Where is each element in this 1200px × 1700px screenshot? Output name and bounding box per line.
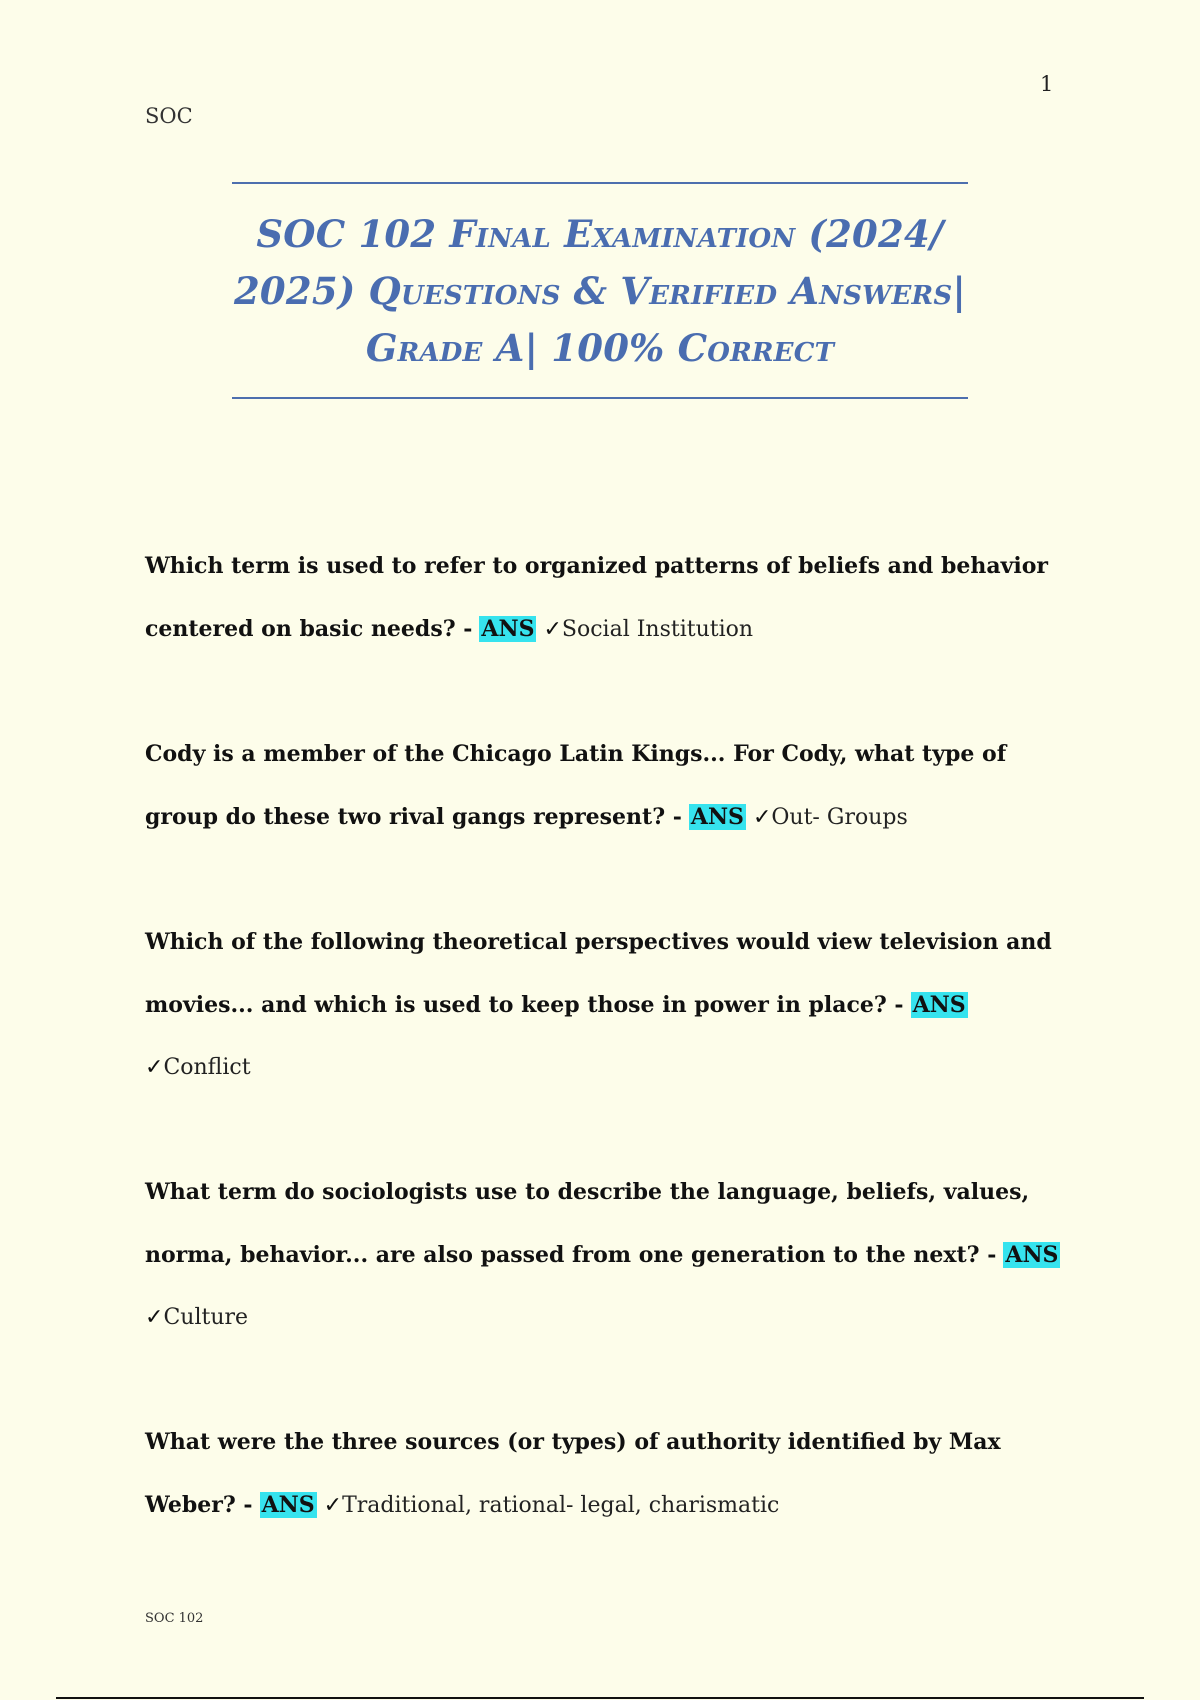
- qa-item-4: [145, 1161, 1065, 1349]
- checkmark-icon: ✓: [145, 1305, 164, 1330]
- question-text: What were the three sources (or types) of authority identified by Max Weber? -: [145, 1429, 1001, 1518]
- question-text: Which of the following theoretical perspectives would view television and movies... and which is used to keep those in power in place? -: [145, 929, 1052, 1018]
- footer-divider: [56, 1697, 1144, 1699]
- qa-item-3: [145, 911, 1065, 1099]
- answer-text: Out- Groups: [771, 805, 908, 830]
- qa-list: [145, 535, 1065, 1599]
- answer-text: Culture: [163, 1305, 249, 1330]
- checkmark-icon: ✓: [323, 1493, 343, 1518]
- running-header: SOC: [145, 104, 193, 128]
- ans-label: ANS: [690, 804, 744, 830]
- ans-label: ANS: [261, 1492, 315, 1518]
- answer-text: Traditional, rational- legal, charismatic: [342, 1493, 780, 1518]
- ans-label: ANS: [1005, 1242, 1059, 1268]
- ans-label: ANS: [912, 992, 966, 1018]
- question-text: What term do sociologists use to describe the language, beliefs, values, norma, behavior... are also passed from one generation to the next? -: [145, 1179, 1030, 1268]
- checkmark-icon: ✓: [752, 805, 772, 830]
- answer-text: Social Institution: [561, 617, 754, 642]
- qa-item-2: [145, 723, 1065, 849]
- qa-item-5: [145, 1411, 1065, 1537]
- checkmark-icon: ✓: [543, 617, 562, 642]
- question-text: Cody is a member of the Chicago Latin Kings... For Cody, what type of group do these two rival gangs represent? -: [145, 741, 1007, 830]
- answer-text: Conflict: [163, 1055, 251, 1080]
- document-title-block: [232, 182, 968, 399]
- running-footer: SOC 102: [145, 1611, 204, 1626]
- checkmark-icon: ✓: [145, 1055, 164, 1080]
- document-title: SOC 102 Final Examination (2024/ 2025) Questions & Verified Answers| Grade A| 100% Correct: [233, 212, 966, 370]
- page-number: 1: [1040, 72, 1054, 96]
- question-text: Which term is used to refer to organized patterns of beliefs and behavior centered on basic needs? -: [145, 553, 1049, 642]
- ans-label: ANS: [481, 616, 535, 642]
- qa-item-1: [145, 535, 1065, 661]
